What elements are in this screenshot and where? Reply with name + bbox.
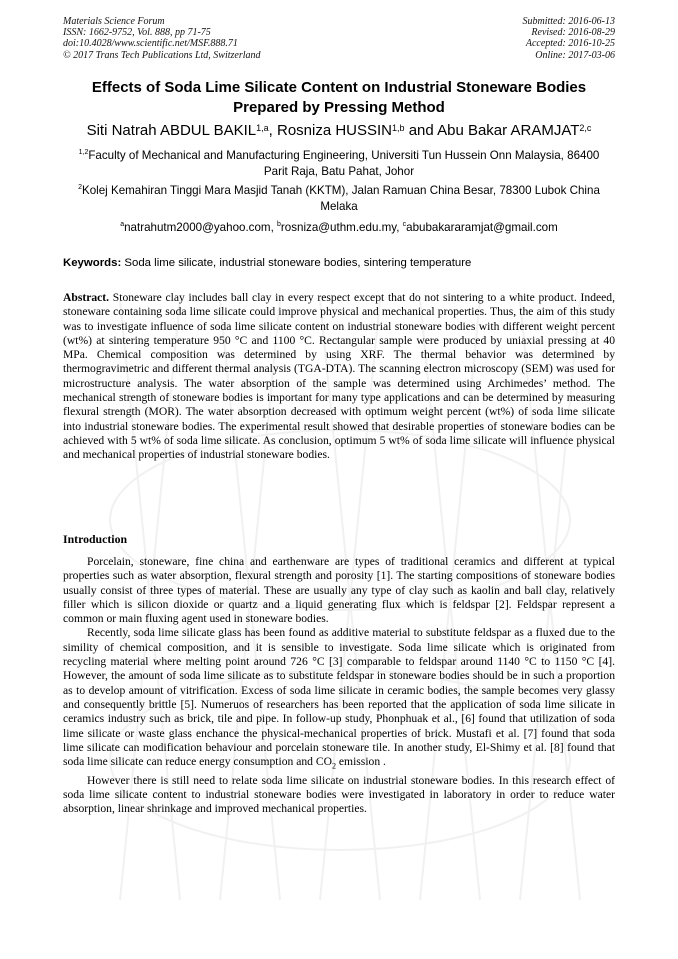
abstract <box>63 291 615 463</box>
email-a: natrahutm2000@yahoo.com, <box>124 221 278 234</box>
affiliation-1 <box>72 148 606 180</box>
affiliation-2-marker: 2 <box>78 184 82 191</box>
submitted-date: Submitted: 2016-06-13 <box>522 16 615 27</box>
keywords-text: Soda lime silicate, industrial stoneware bodies, sintering temperature <box>121 257 472 269</box>
title-line-2: Prepared by Pressing Method <box>233 99 445 116</box>
author-1: Siti Natrah ABDUL BAKIL <box>86 122 257 139</box>
paragraph-text: Recently, soda lime silicate glass has been found as additive material to substitute feldspar as a fluxed due to the simility of chemical composition, and it is sensible to investigate. Soda lime silicate which is originated from recycling material where melting point around 726 °C [3] comparable to feldspar around 1140 °C to 1150 °C [4]. However, the amount of soda lime silicate as to substitute feldspar in stoneware bodies should be in such a proportion as to develop amount of vitrification. Excess of soda lime silicate in ceramic bodies, the sample becomes very glassy and consequently brittle [5]. Numeruos of researchers has been reported that the application of soda lime silicate in ceramics industry such as brick, tile and pipe. In follow-up study, Phonphuak et al., [6] found that utilization of soda lime silicate or waste glass enchance the physical-mechanical properties of brick. Mustafi et al. [7] found that soda lime silicate can modification behaviour and porcelain stoneware tile. In another study, El-Shimy et al. [8] found that soda lime silicate can reduce energy consumption and CO <box>63 626 615 769</box>
email-marker: a <box>120 221 125 228</box>
author-emails <box>40 220 638 236</box>
affiliation-1-marker: 1,2 <box>78 149 89 156</box>
author-2: Rosniza HUSSIN <box>276 122 393 139</box>
title-line-1: Effects of Soda Lime Silicate Content on Industrial Stoneware Bodies <box>91 79 587 96</box>
issn: ISSN: 1662-9752, Vol. 888, pp 71-75 <box>63 27 211 39</box>
affiliation-2-text: Kolej Kemahiran Tinggi Mara Masjid Tanah (KKTM), Jalan Ramuan China Besar, 78300 Lubok China Melaka <box>81 184 600 213</box>
affiliation-1-text: Faculty of Mechanical and Manufacturing Engineering, Universiti Tun Hussein Onn Malaysia, 86400 Parit Raja, Batu Pahat, Johor <box>88 149 600 178</box>
paragraph: Porcelain, stoneware, fine china and earthenware are types of traditional ceramics and different at typical properties such as water absorption, flexural strength and porosity [1]. The starting compositions of stoneware bodies usually consist of three types of material. These are usually any type of clay such as kaolin and ball clay, relatively filler which is silicon dioxide or quartz and a liquid generating flux which is feldspar [2]. Feldspar represent a common or main fluxing agent used in stoneware bodies. <box>63 555 615 626</box>
paragraph <box>63 626 615 773</box>
author-list <box>40 121 638 141</box>
revised-date: Revised: 2016-08-29 <box>531 27 615 39</box>
email-c: abubakararamjat@gmail.com <box>406 221 558 234</box>
author-separator: , <box>268 122 277 139</box>
paper-title <box>40 78 638 118</box>
abstract-text: Stoneware clay includes ball clay in every respect except that do not sintering to a white product. Indeed, stoneware containing soda lime silicate could improve physical and mechanical properties. Thus, the aim of this study was to investigate influence of soda lime silicate content on industrial stoneware bodies with different weight percent (wt%) at sintering temperature 950 °C and 1100 °C. Rectangular sample were produced by uniaxial pressing at 40 MPa. Chemical composition was determined by using XRF. The thermal behavior was determined by thermogravimetric and different thermal analysis (TGA-DTA). The scanning electron microscopy (SEM) was used for microstructure analysis. The water absorption of the sample was determined using Archimedes’ method. The mechanical strength of stoneware bodies is important for many type applications and can be determined by measuring flexural strength (MOR). The water absorption decreased with optimum weight percent (wt%) of soda lime silicate into industrial stoneware bodies. The experimental result showed that desirable properties of stoneware bodies can be achieved with 5 wt% of soda lime silicate. As conclusion, optimum 5 wt% of soda lime silicate will influence physical and mechanical properties of industrial stoneware bodies. <box>63 291 615 462</box>
keywords <box>63 256 615 271</box>
keywords-label: Keywords: <box>63 257 122 269</box>
online-date: Online: 2017-03-06 <box>535 49 615 61</box>
submission-dates <box>523 16 616 61</box>
email-marker: b <box>277 221 281 228</box>
paragraph-text: emission . <box>336 755 386 769</box>
author-3: Abu Bakar ARAMJAT <box>437 122 580 139</box>
author-separator: and <box>404 122 438 139</box>
doi: doi:10.4028/www.scientific.net/MSF.888.71 <box>63 38 238 50</box>
email-b: rosniza@uthm.edu.my, <box>280 221 403 234</box>
copyright: © 2017 Trans Tech Publications Ltd, Switzerland <box>63 49 261 61</box>
abstract-label: Abstract. <box>63 291 110 304</box>
author-3-affil: 2,c <box>579 123 592 133</box>
journal-info <box>63 16 261 61</box>
paragraph: However there is still need to relate soda lime silicate on industrial stoneware bodies. In this research effect of soda lime silicate content to industrial stoneware bodies were investigated in laboratory in order to reduce water absorption, linear shrinkage and improved mechanical properties. <box>63 773 615 816</box>
section-heading-introduction: Introduction <box>63 532 128 546</box>
author-1-affil: 1,a <box>256 123 269 133</box>
author-2-affil: 1,b <box>392 123 405 133</box>
accepted-date: Accepted: 2016-10-25 <box>525 38 615 50</box>
email-marker: c <box>402 221 407 228</box>
introduction-body <box>63 555 615 817</box>
subscript: 2 <box>331 761 337 771</box>
journal-name: Materials Science Forum <box>63 16 165 27</box>
affiliation-2 <box>72 183 606 215</box>
